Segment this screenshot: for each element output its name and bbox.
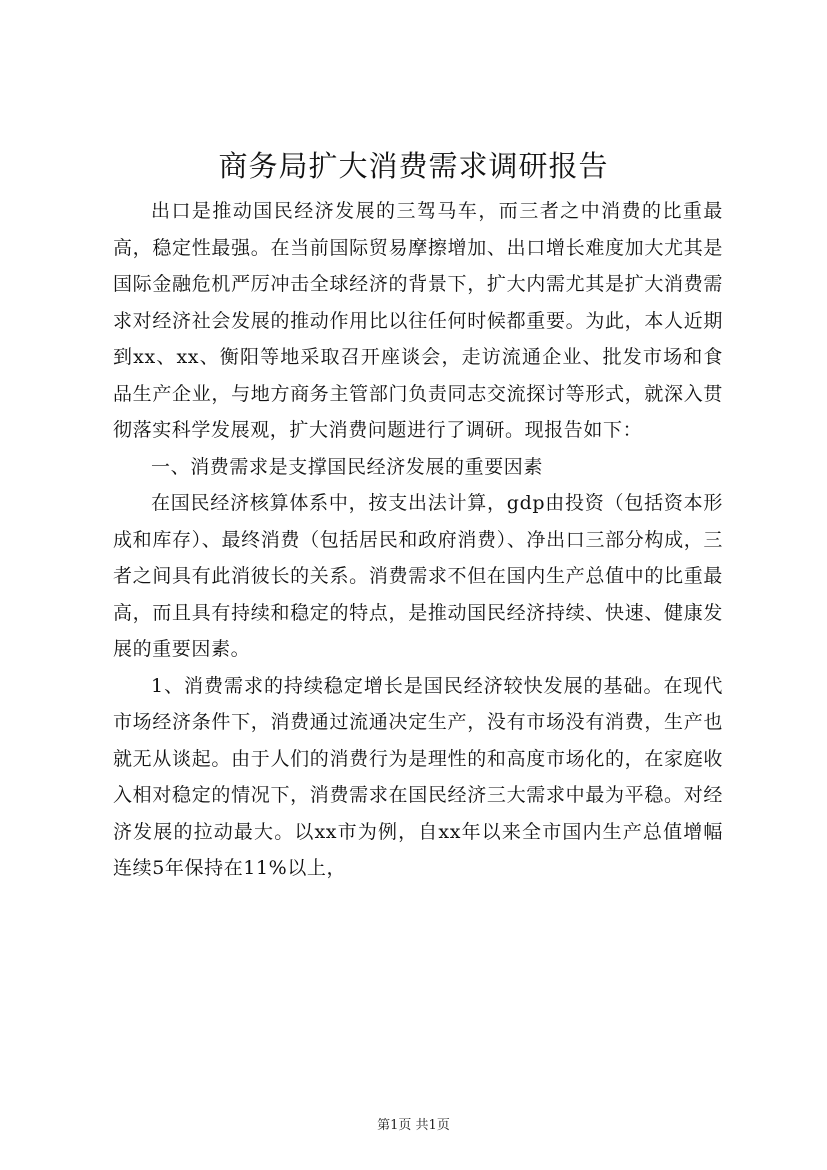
section-1-paragraph: 在国民经济核算体系中，按支出法计算，gdp由投资（包括资本形成和库存）、最终消费（包括居民和政府消费）、净出口三部分构成，三者之间具有此消彼长的关系。消费需求不但在国内生产总值中的比重最高，而且具有持续和稳定的特点，是推动国民经济持续、快速、健康发展的重要因素。 [113,492,723,660]
section-heading-1: 一、消费需求是支撑国民经济发展的重要因素 [151,455,544,478]
document-body [113,193,723,887]
page-footer: 第1页 共1页 [377,1118,450,1133]
intro-paragraph: 出口是推动国民经济发展的三驾马车，而三者之中消费的比重最高，稳定性最强。在当前国际贸易摩擦增加、出口增长难度加大尤其是国际金融危机严厉冲击全球经济的背景下，扩大内需尤其是扩大消费需求对经济社会发展的推动作用比以往任何时候都重要。为此，本人近期到xx、xx、衡阳等地采取召开座谈会，走访流通企业、批发市场和食品生产企业，与地方商务主管部门负责同志交流探讨等形式，就深入贯彻落实科学发展观，扩大消费问题进行了调研。现报告如下： [113,200,723,441]
point-1-paragraph: 1、消费需求的持续稳定增长是国民经济较快发展的基础。在现代市场经济条件下，消费通过流通决定生产，没有市场没有消费，生产也就无从谈起。由于人们的消费行为是理性的和高度市场化的，在家庭收入相对稳定的情况下，消费需求在国民经济三大需求中最为平稳。对经济发展的拉动最大。以xx市为例，自xx年以来全市国内生产总值增幅连续5年保持在11%以上， [113,674,723,879]
document-title: 商务局扩大消费需求调研报告 [218,149,609,183]
